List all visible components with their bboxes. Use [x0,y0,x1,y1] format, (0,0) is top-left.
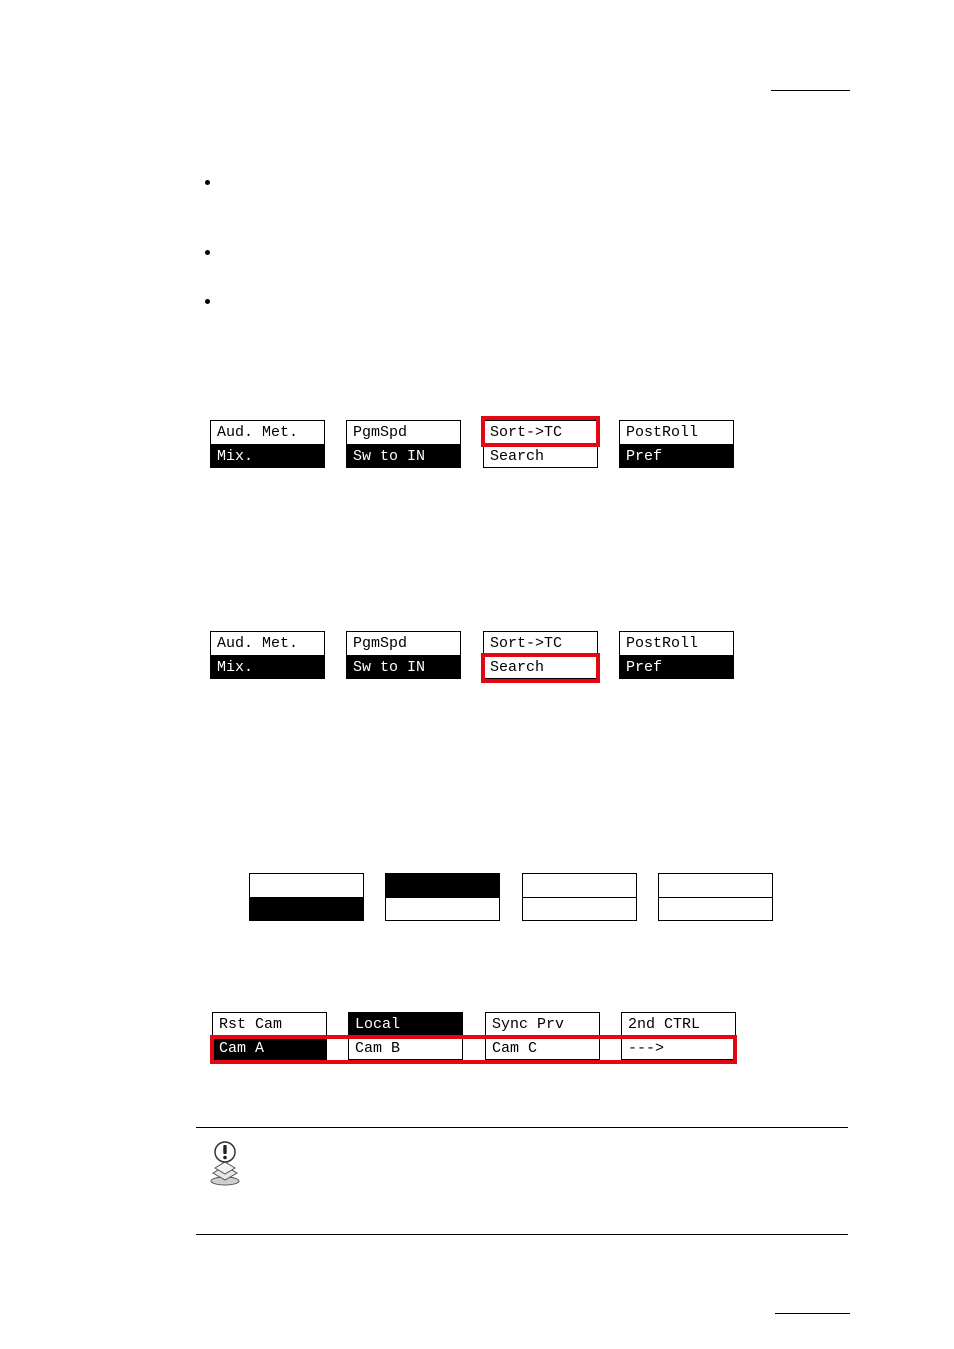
footer-rule [775,1313,850,1314]
lcd-key-top-label: Sync Prv [486,1013,599,1036]
lcd-key [522,873,637,921]
lcd-key-bottom-label [250,897,363,920]
lcd-key-bottom-label [386,897,499,920]
lcd-key-bottom-label [659,897,772,920]
lcd-key-top-label: PostRoll [620,632,733,655]
lcd-key-top-label [250,874,363,897]
note-top-rule [196,1127,848,1128]
lcd-key [249,873,364,921]
lcd-key-bottom-label: Mix. [211,444,324,467]
lcd-key-bottom-label: Pref [620,444,733,467]
lcd-key-bottom-label: Mix. [211,655,324,678]
lcd-key [346,420,461,468]
lcd-key-top-label: Sort->TC [484,632,597,655]
lcd-key-top-label: Local [349,1013,462,1036]
lcd-key [658,873,773,921]
lcd-key-top-label: Aud. Met. [211,421,324,444]
lcd-key-bottom-label: Cam B [349,1036,462,1059]
lcd-key-top-label: 2nd CTRL [622,1013,735,1036]
lcd-key-bottom-label: Sw to IN [347,444,460,467]
lcd-key-top-label [659,874,772,897]
lcd-key [485,1012,600,1060]
lcd-key-top-label [523,874,636,897]
lcd-key [348,1012,463,1060]
note-warning-icon [205,1140,245,1188]
lcd-key [346,631,461,679]
lcd-key [385,873,500,921]
lcd-key-top-label: Aud. Met. [211,632,324,655]
lcd-key-bottom-label: Cam A [213,1036,326,1059]
bullet-2 [205,250,210,255]
lcd-key-top-label: PgmSpd [347,421,460,444]
lcd-key-top-label: PostRoll [620,421,733,444]
lcd-key-top-label [386,874,499,897]
lcd-key-bottom-label: Search [484,655,597,678]
lcd-key-top-label: Sort->TC [484,421,597,444]
lcd-key [210,631,325,679]
lcd-key-top-label: Rst Cam [213,1013,326,1036]
lcd-key [619,420,734,468]
lcd-key-bottom-label: Cam C [486,1036,599,1059]
lcd-key [483,631,598,679]
lcd-key-bottom-label: Pref [620,655,733,678]
lcd-key-bottom-label: Search [484,444,597,467]
lcd-key-top-label: PgmSpd [347,632,460,655]
lcd-key [212,1012,327,1060]
lcd-key [210,420,325,468]
note-bottom-rule [196,1234,848,1235]
lcd-key-bottom-label: ---> [622,1036,735,1059]
lcd-key [619,631,734,679]
bullet-1 [205,180,210,185]
lcd-key [621,1012,736,1060]
bullet-3 [205,299,210,304]
lcd-key [483,420,598,468]
lcd-key-bottom-label [523,897,636,920]
header-rule [771,90,850,91]
lcd-key-bottom-label: Sw to IN [347,655,460,678]
